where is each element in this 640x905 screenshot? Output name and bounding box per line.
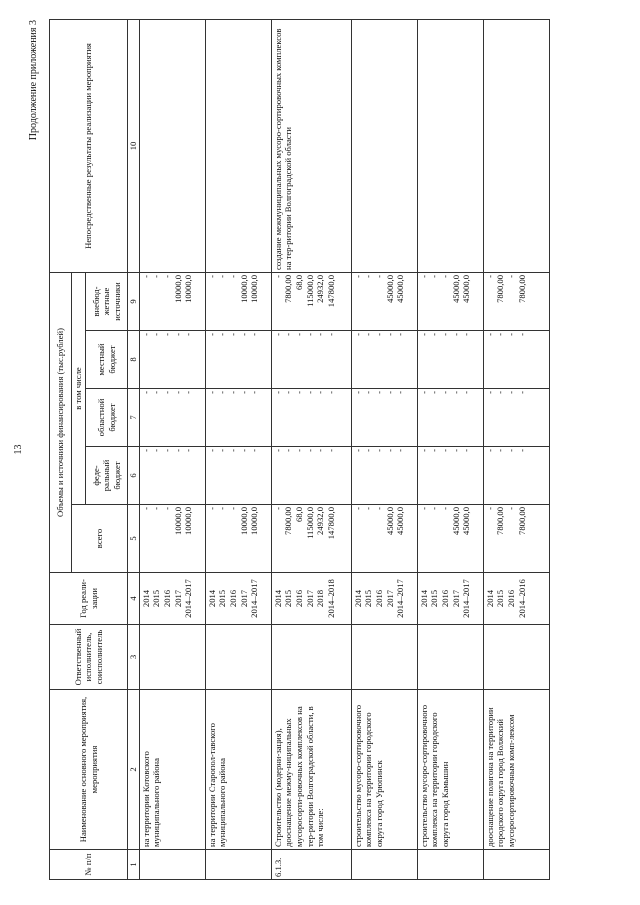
row-number xyxy=(417,850,483,880)
column-number: 3 xyxy=(128,625,140,690)
column-number: 7 xyxy=(128,389,140,447)
table-row xyxy=(417,19,483,879)
header-total: всего xyxy=(72,505,128,573)
rotated-page xyxy=(26,20,616,880)
row-number xyxy=(351,850,417,880)
row-number xyxy=(205,850,271,880)
amount-total: - 7800,00 68,0 115000,0 24932,0 147800,0 xyxy=(271,505,351,573)
result-text xyxy=(139,19,205,272)
amount-extrabudget: - 7800,00 68,0 115000,0 24932,0 147800,0 xyxy=(271,272,351,330)
table-row xyxy=(139,19,205,879)
amount-extrabudget: - - - 45000,0 45000,0 xyxy=(417,272,483,330)
result-text xyxy=(351,19,417,272)
years: 2014 2015 2016 2017 2014–2017 xyxy=(139,573,205,625)
financing-table xyxy=(49,19,550,880)
amount-federal: - - - - xyxy=(483,447,549,505)
row-number xyxy=(483,850,549,880)
header-year: Год реали- зации xyxy=(50,573,128,625)
amount-federal: - - - - - xyxy=(417,447,483,505)
header-result: Непосредственные результаты реализации мероприятия xyxy=(50,19,128,272)
table-row xyxy=(483,19,549,879)
amount-total: - - - 45000,0 45000,0 xyxy=(417,505,483,573)
amount-total: - - - 45000,0 45000,0 xyxy=(351,505,417,573)
result-text: создание межмуниципальных мусоро-сортировочных комплексов на тер-ритории Волгоградской области xyxy=(271,19,351,272)
amount-regional: - - - - - - xyxy=(271,389,351,447)
table-body xyxy=(139,19,549,879)
header-federal: феде- ральный бюджет xyxy=(86,447,128,505)
amount-regional: - - - - - xyxy=(417,389,483,447)
column-number: 9 xyxy=(128,272,140,330)
header-executor: Ответственный исполнитель, соисполнитель xyxy=(50,625,128,690)
executor xyxy=(483,625,549,690)
column-number: 1 xyxy=(128,850,140,880)
header-financing: Объемы и источники финансирования (тыс.рублей) xyxy=(50,272,72,572)
header-name: Наименование основного мероприятия, мероприятия xyxy=(50,690,128,850)
amount-federal: - - - - - xyxy=(351,447,417,505)
executor xyxy=(139,625,205,690)
amount-total: - 7800,00 - 7800,00 xyxy=(483,505,549,573)
amount-local: - - - - - xyxy=(205,331,271,389)
years: 2014 2015 2016 2017 2014–2017 xyxy=(417,573,483,625)
page-number: 13 xyxy=(13,444,24,455)
executor xyxy=(417,625,483,690)
header-extrabudget: внебюд- жетные источники xyxy=(86,272,128,330)
amount-local: - - - - - xyxy=(139,331,205,389)
years: 2014 2015 2016 2017 2014–2017 xyxy=(351,573,417,625)
amount-local: - - - - - xyxy=(351,331,417,389)
amount-federal: - - - - - - xyxy=(271,447,351,505)
years: 2014 2015 2016 2017 2014–2017 xyxy=(205,573,271,625)
row-number: 6.1.3. xyxy=(271,850,351,880)
executor xyxy=(271,625,351,690)
result-text xyxy=(205,19,271,272)
column-number: 5 xyxy=(128,505,140,573)
amount-extrabudget: - - - 45000,0 45000,0 xyxy=(351,272,417,330)
column-number: 4 xyxy=(128,573,140,625)
amount-regional: - - - - - xyxy=(351,389,417,447)
measure-name: Строительство (модерни-зация), дооснащение межму-ниципальных мусоросорти-ровочных комплексов на тер-ритории Волгоградской области, в том числе: xyxy=(271,690,351,850)
column-number: 2 xyxy=(128,690,140,850)
measure-name: строительство мусоро-сортировочного комплекса на территории городского округа город Камышин xyxy=(417,690,483,850)
result-text xyxy=(483,19,549,272)
amount-federal: - - - - - xyxy=(139,447,205,505)
measure-name: на территории Старопол-тавского муниципального района xyxy=(205,690,271,850)
table-row xyxy=(205,19,271,879)
header-regional: областной бюджет xyxy=(86,389,128,447)
amount-local: - - - - - xyxy=(417,331,483,389)
row-number xyxy=(139,850,205,880)
measure-name: на территории Котовского муниципального района xyxy=(139,690,205,850)
amount-federal: - - - - - xyxy=(205,447,271,505)
column-number: 8 xyxy=(128,331,140,389)
years: 2014 2015 2016 2017 2018 2014–2018 xyxy=(271,573,351,625)
measure-name: дооснащение полигона на территории городского округа город Волжский мусоросортировочным комп-лексом xyxy=(483,690,549,850)
amount-regional: - - - - xyxy=(483,389,549,447)
executor xyxy=(351,625,417,690)
header-local: местный бюджет xyxy=(86,331,128,389)
table-row xyxy=(271,19,351,879)
amount-total: - - - 10000,0 10000,0 xyxy=(139,505,205,573)
amount-extrabudget: - 7800,00 - 7800,00 xyxy=(483,272,549,330)
amount-total: - - - 10000,0 10000,0 xyxy=(205,505,271,573)
table-row xyxy=(351,19,417,879)
column-number: 10 xyxy=(128,19,140,272)
amount-extrabudget: - - - 10000,0 10000,0 xyxy=(205,272,271,330)
amount-regional: - - - - - xyxy=(205,389,271,447)
column-numbers-row xyxy=(128,19,140,879)
years: 2014 2015 2016 2014–2016 xyxy=(483,573,549,625)
amount-local: - - - - xyxy=(483,331,549,389)
amount-regional: - - - - - xyxy=(139,389,205,447)
amount-extrabudget: - - - 10000,0 10000,0 xyxy=(139,272,205,330)
column-number: 6 xyxy=(128,447,140,505)
header-including: в том числе xyxy=(72,272,86,504)
header-num: № п/п xyxy=(50,850,128,880)
continuation-title: Продолжение приложения 3 xyxy=(28,20,39,141)
amount-local: - - - - - - xyxy=(271,331,351,389)
result-text xyxy=(417,19,483,272)
measure-name: строительство мусоро-сортировочного комплекса на территории городского округа город Урюпинск xyxy=(351,690,417,850)
executor xyxy=(205,625,271,690)
